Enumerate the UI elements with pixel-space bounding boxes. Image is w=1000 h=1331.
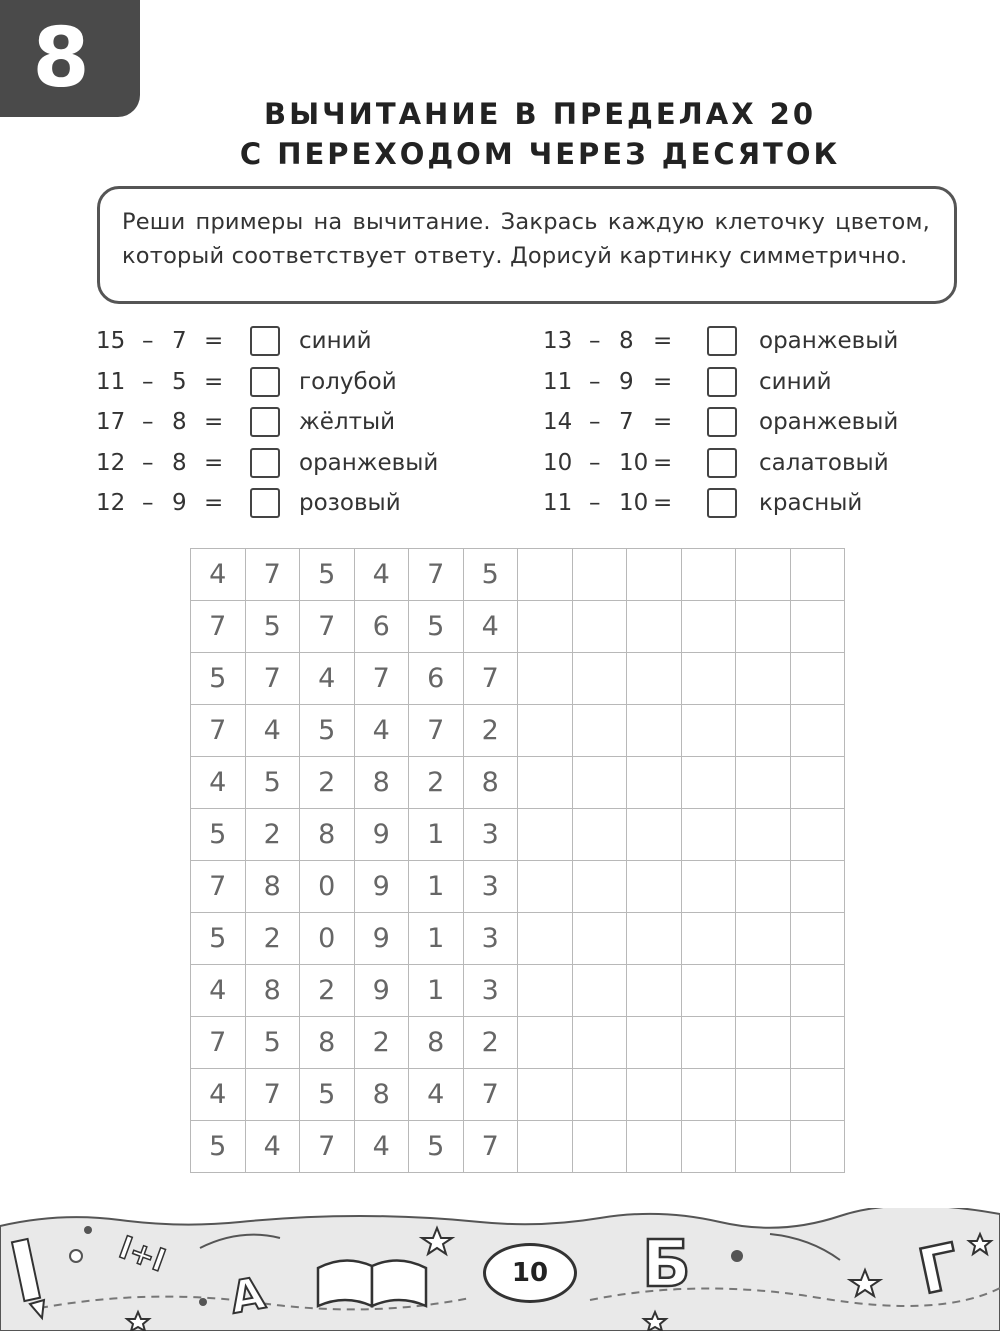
grid-cell[interactable]: 7 bbox=[463, 1121, 518, 1173]
grid-cell[interactable] bbox=[518, 757, 573, 809]
exercise-subtrahend: 8 bbox=[172, 449, 187, 476]
grid-cell[interactable]: 3 bbox=[463, 809, 518, 861]
grid-cell[interactable] bbox=[518, 809, 573, 861]
grid-cell[interactable]: 7 bbox=[300, 1121, 355, 1173]
grid-cell[interactable]: 7 bbox=[191, 861, 246, 913]
grid-cell[interactable] bbox=[790, 1121, 845, 1173]
grid-cell[interactable]: 8 bbox=[463, 757, 518, 809]
answer-box[interactable] bbox=[250, 407, 280, 437]
grid-cell[interactable] bbox=[518, 601, 573, 653]
exercise-subtrahend: 9 bbox=[619, 368, 634, 395]
grid-cell[interactable]: 5 bbox=[191, 913, 246, 965]
grid-cell[interactable]: 4 bbox=[354, 705, 409, 757]
grid-cell[interactable]: 1 bbox=[409, 965, 464, 1017]
grid-cell[interactable] bbox=[790, 1069, 845, 1121]
grid-cell[interactable]: 9 bbox=[354, 913, 409, 965]
grid-cell[interactable]: 7 bbox=[245, 549, 300, 601]
grid-cell[interactable] bbox=[627, 653, 682, 705]
grid-cell[interactable]: 8 bbox=[300, 809, 355, 861]
grid-cell[interactable] bbox=[518, 549, 573, 601]
grid-cell[interactable] bbox=[790, 705, 845, 757]
exercise-minus-sign: – bbox=[589, 490, 601, 516]
answer-box[interactable] bbox=[707, 407, 737, 437]
exercise-subtrahend: 9 bbox=[172, 490, 187, 516]
grid-cell[interactable]: 3 bbox=[463, 913, 518, 965]
exercise-minuend: 13 bbox=[543, 328, 573, 354]
exercise-minuend: 12 bbox=[96, 449, 126, 476]
grid-cell[interactable]: 9 bbox=[354, 809, 409, 861]
grid-cell[interactable] bbox=[572, 705, 627, 757]
grid-cell[interactable]: 7 bbox=[463, 1069, 518, 1121]
grid-cell[interactable] bbox=[627, 861, 682, 913]
answer-box[interactable] bbox=[707, 367, 737, 397]
grid-cell[interactable]: 8 bbox=[354, 1069, 409, 1121]
exercise-minus-sign: – bbox=[142, 449, 154, 476]
grid-cell[interactable]: 2 bbox=[409, 757, 464, 809]
grid-cell[interactable]: 2 bbox=[463, 705, 518, 757]
grid-cell[interactable]: 5 bbox=[191, 1121, 246, 1173]
grid-cell[interactable]: 4 bbox=[300, 653, 355, 705]
exercise-minuend: 17 bbox=[96, 409, 126, 435]
color-label: голубой bbox=[299, 368, 397, 395]
grid-cell[interactable] bbox=[518, 1069, 573, 1121]
page-title-line1: ВЫЧИТАНИЕ В ПРЕДЕЛАХ 20 bbox=[263, 97, 817, 131]
grid-cell[interactable]: 4 bbox=[409, 1069, 464, 1121]
grid-cell[interactable]: 9 bbox=[354, 861, 409, 913]
grid-cell[interactable]: 7 bbox=[191, 601, 246, 653]
exercise-subtrahend: 5 bbox=[172, 368, 187, 395]
grid-cell[interactable]: 5 bbox=[245, 1017, 300, 1069]
grid-cell[interactable] bbox=[572, 549, 627, 601]
grid-cell[interactable] bbox=[681, 1069, 736, 1121]
grid-row bbox=[191, 653, 845, 705]
grid-row bbox=[191, 861, 845, 913]
grid-cell[interactable] bbox=[681, 861, 736, 913]
grid-cell[interactable] bbox=[518, 653, 573, 705]
grid-cell[interactable] bbox=[681, 601, 736, 653]
grid-cell[interactable] bbox=[572, 653, 627, 705]
grid-cell[interactable]: 0 bbox=[300, 861, 355, 913]
grid-cell[interactable]: 4 bbox=[191, 1069, 246, 1121]
grid-cell[interactable]: 7 bbox=[191, 705, 246, 757]
grid-row bbox=[191, 757, 845, 809]
answer-box[interactable] bbox=[707, 488, 737, 518]
grid-cell[interactable] bbox=[736, 601, 791, 653]
grid-cell[interactable] bbox=[736, 1069, 791, 1121]
grid-cell[interactable] bbox=[736, 549, 791, 601]
exercise-equals-sign: = bbox=[653, 328, 673, 354]
grid-cell[interactable] bbox=[681, 653, 736, 705]
exercise-equals-sign: = bbox=[653, 490, 673, 516]
grid-cell[interactable]: 2 bbox=[300, 757, 355, 809]
grid-cell[interactable]: 7 bbox=[300, 601, 355, 653]
grid-cell[interactable] bbox=[681, 913, 736, 965]
grid-cell[interactable]: 5 bbox=[300, 549, 355, 601]
grid-cell[interactable]: 1 bbox=[409, 861, 464, 913]
exercise-minus-sign: – bbox=[142, 368, 154, 395]
grid-cell[interactable]: 2 bbox=[463, 1017, 518, 1069]
grid-cell[interactable]: 7 bbox=[409, 705, 464, 757]
answer-box[interactable] bbox=[250, 488, 280, 518]
grid-cell[interactable]: 1 bbox=[409, 809, 464, 861]
grid-cell[interactable] bbox=[572, 809, 627, 861]
grid-row bbox=[191, 705, 845, 757]
grid-cell[interactable]: 3 bbox=[463, 965, 518, 1017]
grid-cell[interactable]: 7 bbox=[245, 1069, 300, 1121]
grid-cell[interactable]: 6 bbox=[354, 601, 409, 653]
grid-cell[interactable] bbox=[681, 757, 736, 809]
grid-cell[interactable] bbox=[736, 653, 791, 705]
grid-cell[interactable] bbox=[790, 653, 845, 705]
grid-cell[interactable] bbox=[627, 1017, 682, 1069]
grid-cell[interactable] bbox=[790, 549, 845, 601]
grid-row bbox=[191, 549, 845, 601]
grid-cell[interactable] bbox=[572, 965, 627, 1017]
answer-box[interactable] bbox=[250, 448, 280, 478]
grid-row bbox=[191, 601, 845, 653]
grid-cell[interactable] bbox=[572, 1121, 627, 1173]
exercise-equals-sign: = bbox=[204, 490, 224, 516]
color-label: красный bbox=[759, 490, 863, 516]
grid-cell[interactable]: 5 bbox=[191, 653, 246, 705]
color-label: синий bbox=[759, 368, 832, 395]
footer-letter-a: А bbox=[226, 1267, 269, 1325]
grid-cell[interactable]: 0 bbox=[300, 913, 355, 965]
exercise-minus-sign: – bbox=[589, 368, 601, 395]
grid-row bbox=[191, 965, 845, 1017]
grid-cell[interactable]: 1 bbox=[409, 913, 464, 965]
exercise-minuend: 12 bbox=[96, 490, 126, 516]
grid-cell[interactable] bbox=[627, 913, 682, 965]
grid-cell[interactable] bbox=[627, 965, 682, 1017]
grid-cell[interactable]: 6 bbox=[409, 653, 464, 705]
grid-cell[interactable] bbox=[790, 757, 845, 809]
grid-cell[interactable]: 5 bbox=[409, 1121, 464, 1173]
grid-cell[interactable]: 3 bbox=[463, 861, 518, 913]
exercise-minuend: 15 bbox=[96, 328, 126, 354]
grid-cell[interactable]: 7 bbox=[463, 653, 518, 705]
grid-cell[interactable]: 2 bbox=[245, 913, 300, 965]
coloring-grid bbox=[190, 548, 845, 1173]
grid-cell[interactable] bbox=[736, 1017, 791, 1069]
grid-cell[interactable] bbox=[681, 965, 736, 1017]
exercise-minus-sign: – bbox=[142, 328, 154, 354]
exercise-equals-sign: = bbox=[653, 368, 673, 395]
footer-letter-g: Г bbox=[912, 1229, 966, 1309]
exercise-subtrahend: 7 bbox=[172, 328, 187, 354]
grid-cell[interactable]: 5 bbox=[245, 757, 300, 809]
grid-cell[interactable] bbox=[627, 1121, 682, 1173]
grid-cell[interactable] bbox=[572, 1017, 627, 1069]
grid-cell[interactable]: 9 bbox=[354, 965, 409, 1017]
grid-cell[interactable] bbox=[736, 913, 791, 965]
grid-cell[interactable]: 4 bbox=[191, 965, 246, 1017]
instruction-text: Реши примеры на вычитание. Закрась каждую клеточку цветом, который соответствует ответу. Дорисуй картинку симметрично. bbox=[122, 209, 930, 269]
lesson-number-badge: 8 bbox=[0, 0, 140, 117]
grid-row bbox=[191, 913, 845, 965]
grid-cell[interactable] bbox=[572, 861, 627, 913]
grid-cell[interactable]: 4 bbox=[354, 549, 409, 601]
grid-cell[interactable] bbox=[790, 913, 845, 965]
grid-cell[interactable]: 5 bbox=[191, 809, 246, 861]
grid-cell[interactable] bbox=[790, 601, 845, 653]
grid-cell[interactable] bbox=[518, 913, 573, 965]
grid-cell[interactable] bbox=[627, 549, 682, 601]
grid-cell[interactable] bbox=[681, 705, 736, 757]
grid-cell[interactable]: 8 bbox=[300, 1017, 355, 1069]
answer-box[interactable] bbox=[250, 326, 280, 356]
exercise-equals-sign: = bbox=[204, 409, 224, 435]
grid-cell[interactable]: 4 bbox=[245, 1121, 300, 1173]
color-label: салатовый bbox=[759, 449, 889, 476]
grid-cell[interactable] bbox=[736, 705, 791, 757]
grid-cell[interactable]: 8 bbox=[409, 1017, 464, 1069]
grid-row bbox=[191, 809, 845, 861]
grid-cell[interactable]: 4 bbox=[191, 757, 246, 809]
grid-cell[interactable]: 5 bbox=[409, 601, 464, 653]
grid-cell[interactable] bbox=[518, 861, 573, 913]
exercise-minus-sign: – bbox=[589, 409, 601, 435]
exercise-minuend: 14 bbox=[543, 409, 573, 435]
exercise-subtrahend: 10 bbox=[619, 490, 649, 516]
grid-cell[interactable]: 7 bbox=[354, 653, 409, 705]
page-title-line2: С ПЕРЕХОДОМ ЧЕРЕЗ ДЕСЯТОК bbox=[239, 137, 841, 171]
exercise-subtrahend: 10 bbox=[619, 449, 649, 476]
exercise-minuend: 10 bbox=[543, 449, 573, 476]
grid-cell[interactable]: 7 bbox=[409, 549, 464, 601]
grid-cell[interactable]: 4 bbox=[191, 549, 246, 601]
grid-cell[interactable] bbox=[736, 809, 791, 861]
exercise-minus-sign: – bbox=[142, 409, 154, 435]
grid-cell[interactable] bbox=[681, 809, 736, 861]
grid-cell[interactable] bbox=[572, 913, 627, 965]
grid-cell[interactable]: 8 bbox=[245, 861, 300, 913]
exercise-minuend: 11 bbox=[96, 368, 126, 395]
answer-box[interactable] bbox=[707, 326, 737, 356]
grid-cell[interactable]: 2 bbox=[354, 1017, 409, 1069]
grid-cell[interactable] bbox=[681, 1121, 736, 1173]
color-label: оранжевый bbox=[299, 449, 439, 476]
grid-cell[interactable] bbox=[736, 861, 791, 913]
grid-cell[interactable] bbox=[518, 1017, 573, 1069]
grid-cell[interactable]: 4 bbox=[463, 601, 518, 653]
exercise-equals-sign: = bbox=[204, 449, 224, 476]
color-label: розовый bbox=[299, 490, 401, 516]
grid-cell[interactable] bbox=[572, 757, 627, 809]
grid-cell[interactable] bbox=[627, 1069, 682, 1121]
grid-cell[interactable] bbox=[627, 705, 682, 757]
color-label: синий bbox=[299, 328, 372, 354]
grid-cell[interactable] bbox=[518, 965, 573, 1017]
instruction-box bbox=[97, 186, 957, 304]
grid-cell[interactable]: 8 bbox=[245, 965, 300, 1017]
footer-letter-b: Б bbox=[642, 1228, 691, 1302]
grid-cell[interactable] bbox=[790, 809, 845, 861]
grid-cell[interactable]: 7 bbox=[245, 653, 300, 705]
grid-cell[interactable] bbox=[572, 601, 627, 653]
exercise-subtrahend: 7 bbox=[619, 409, 634, 435]
grid-cell[interactable] bbox=[790, 1017, 845, 1069]
answer-box[interactable] bbox=[250, 367, 280, 397]
grid-cell[interactable] bbox=[627, 601, 682, 653]
grid-cell[interactable] bbox=[681, 549, 736, 601]
grid-cell[interactable]: 5 bbox=[300, 705, 355, 757]
exercise-subtrahend: 8 bbox=[619, 328, 634, 354]
grid-cell[interactable] bbox=[681, 1017, 736, 1069]
color-label: жёлтый bbox=[299, 409, 396, 435]
grid-cell[interactable] bbox=[736, 1121, 791, 1173]
grid-cell[interactable] bbox=[627, 757, 682, 809]
grid-cell[interactable]: 4 bbox=[354, 1121, 409, 1173]
grid-cell[interactable]: 2 bbox=[300, 965, 355, 1017]
exercise-equals-sign: = bbox=[204, 328, 224, 354]
grid-cell[interactable] bbox=[790, 965, 845, 1017]
color-label: оранжевый bbox=[759, 328, 899, 354]
grid-cell[interactable]: 5 bbox=[300, 1069, 355, 1121]
exercise-minus-sign: – bbox=[142, 490, 154, 516]
grid-cell[interactable] bbox=[518, 1121, 573, 1173]
exercise-equals-sign: = bbox=[204, 368, 224, 395]
grid-cell[interactable]: 5 bbox=[463, 549, 518, 601]
open-book-icon bbox=[318, 1260, 426, 1306]
grid-cell[interactable] bbox=[736, 757, 791, 809]
exercise-equals-sign: = bbox=[653, 449, 673, 476]
grid-cell[interactable]: 8 bbox=[354, 757, 409, 809]
exercise-minuend: 11 bbox=[543, 368, 573, 395]
grid-row bbox=[191, 1121, 845, 1173]
grid-cell[interactable] bbox=[572, 1069, 627, 1121]
grid-row bbox=[191, 1017, 845, 1069]
footer-formula-text: l+l bbox=[114, 1230, 170, 1280]
grid-cell[interactable] bbox=[790, 861, 845, 913]
grid-cell[interactable] bbox=[627, 809, 682, 861]
answer-box[interactable] bbox=[707, 448, 737, 478]
grid-cell[interactable]: 5 bbox=[245, 601, 300, 653]
grid-cell[interactable] bbox=[736, 965, 791, 1017]
exercise-equals-sign: = bbox=[653, 409, 673, 435]
grid-cell[interactable]: 4 bbox=[245, 705, 300, 757]
page-number: 10 bbox=[483, 1243, 577, 1303]
exercise-minuend: 11 bbox=[543, 490, 573, 516]
grid-cell[interactable]: 2 bbox=[245, 809, 300, 861]
exercise-minus-sign: – bbox=[589, 449, 601, 476]
exercise-subtrahend: 8 bbox=[172, 409, 187, 435]
exercise-minus-sign: – bbox=[589, 328, 601, 354]
grid-cell[interactable]: 7 bbox=[191, 1017, 246, 1069]
grid-row bbox=[191, 1069, 845, 1121]
grid-cell[interactable] bbox=[518, 705, 573, 757]
color-label: оранжевый bbox=[759, 409, 899, 435]
